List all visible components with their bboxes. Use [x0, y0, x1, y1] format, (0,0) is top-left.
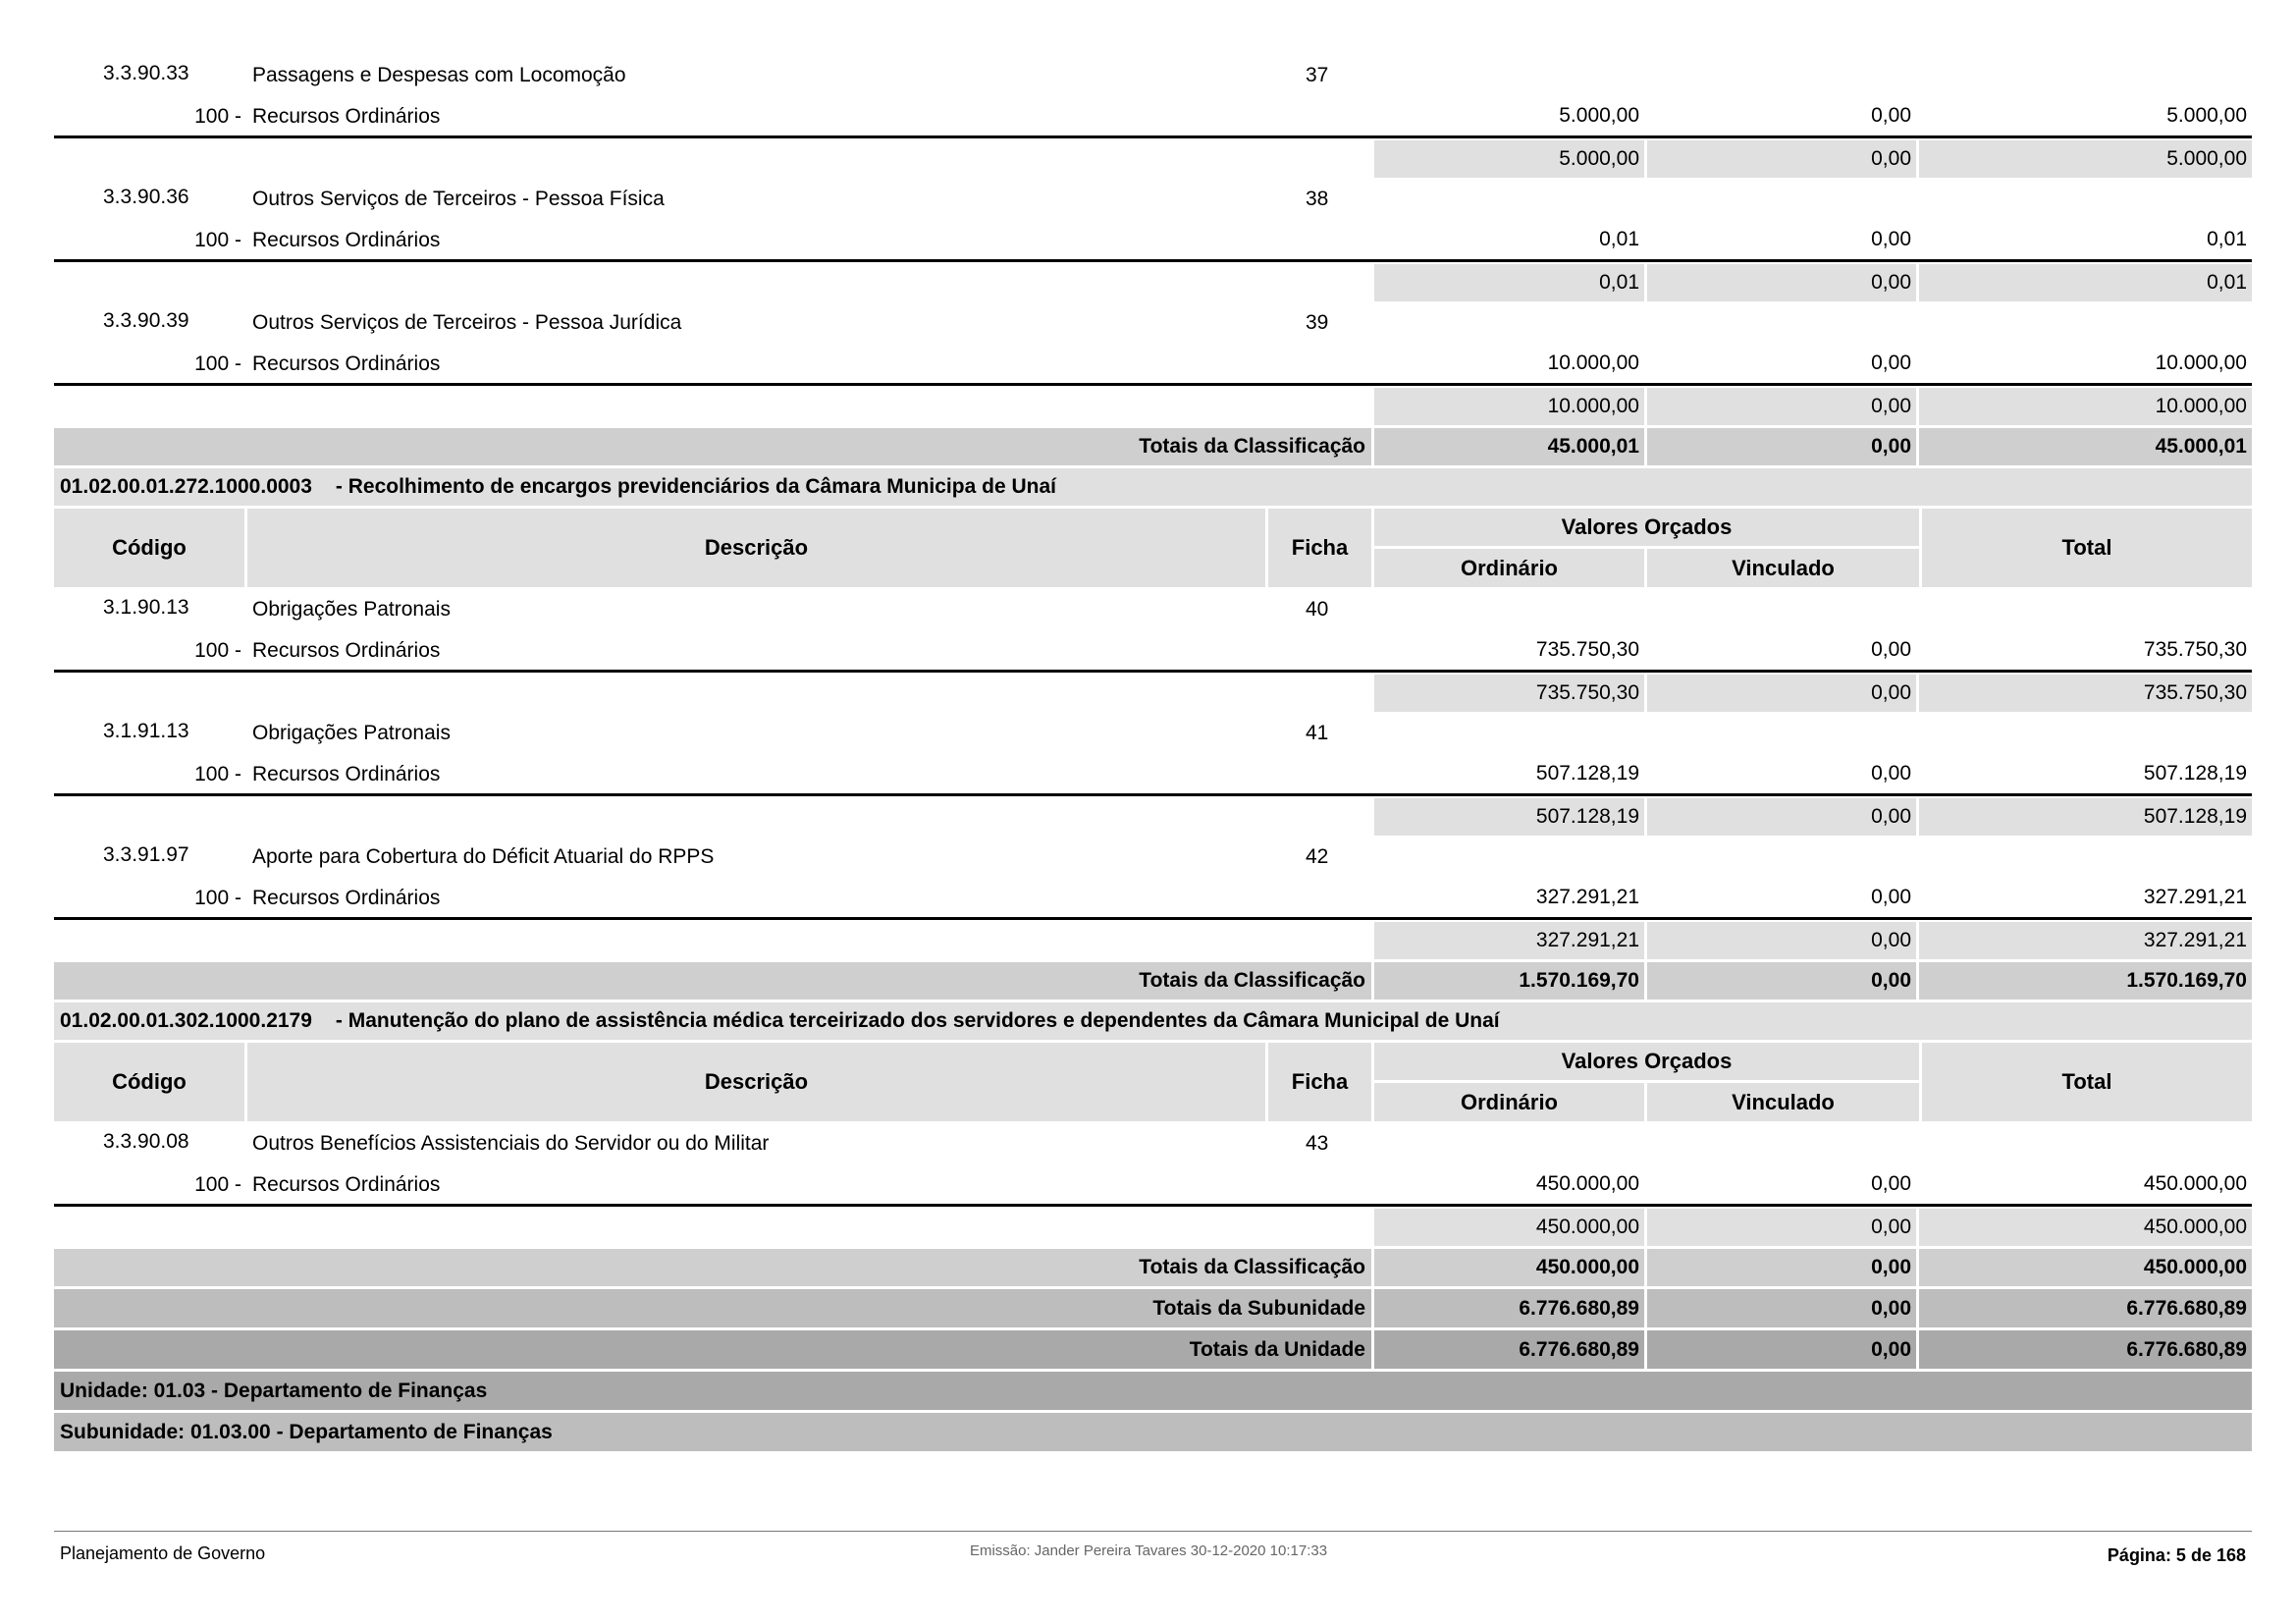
- value-vinculado: 0,00: [1871, 104, 1911, 127]
- totals-ordinario: 1.570.169,70: [1374, 962, 1644, 1000]
- subtotal-total: 450.000,00: [1919, 1209, 2252, 1246]
- item-description: Obrigações Patronais: [252, 598, 451, 621]
- subtotal-total: 735.750,30: [1919, 675, 2252, 712]
- item-code: 3.1.90.13: [103, 596, 189, 619]
- divider: [54, 917, 2252, 920]
- source-description: Recursos Ordinários: [252, 887, 441, 909]
- value-ordinario: 507.128,19: [1535, 762, 1639, 784]
- totals-total: 1.570.169,70: [1919, 962, 2252, 1000]
- subtotal-vinculado: 0,00: [1647, 140, 1916, 178]
- subtotal-vinculado: 0,00: [1647, 675, 1916, 712]
- subtotal-ordinario: 0,01: [1374, 264, 1644, 301]
- divider: [54, 1204, 2252, 1207]
- subtotal-vinculado: 0,00: [1647, 1209, 1916, 1246]
- subtotal-vinculado: 0,00: [1647, 798, 1916, 836]
- header-total: Total: [1922, 509, 2252, 587]
- subtotal-ordinario: 10.000,00: [1374, 388, 1644, 425]
- value-total: 5.000,00: [2166, 104, 2247, 127]
- subtotal-total: 507.128,19: [1919, 798, 2252, 836]
- totals-classificacao-label: Totais da Classificação: [54, 1249, 1371, 1286]
- value-ordinario: 450.000,00: [1535, 1172, 1639, 1195]
- value-vinculado: 0,00: [1871, 352, 1911, 374]
- source-code: 100 -: [194, 763, 241, 785]
- divider: [54, 670, 2252, 673]
- totals-total: 450.000,00: [1919, 1249, 2252, 1286]
- source-description: Recursos Ordinários: [252, 229, 441, 251]
- totals-unidade-ordinario: 6.776.680,89: [1374, 1330, 1644, 1369]
- totals-vinculado: 0,00: [1647, 1249, 1916, 1286]
- footer-divider: [54, 1531, 2252, 1532]
- classification-heading: [54, 468, 2252, 506]
- item-description: Passagens e Despesas com Locomoção: [252, 64, 626, 86]
- totals-classificacao-label: Totais da Classificação: [54, 962, 1371, 1000]
- item-ficha: 39: [1306, 311, 1329, 334]
- value-total: 450.000,00: [2143, 1172, 2247, 1195]
- header-valores-orcados: Valores Orçados: [1374, 509, 1919, 546]
- value-total: 327.291,21: [2143, 886, 2247, 908]
- value-total: 735.750,30: [2143, 638, 2247, 661]
- totals-classificacao-label: Totais da Classificação: [54, 428, 1371, 465]
- value-ordinario: 327.291,21: [1535, 886, 1639, 908]
- header-ficha: Ficha: [1268, 1043, 1371, 1121]
- item-description: Outros Serviços de Terceiros - Pessoa Física: [252, 188, 665, 210]
- value-ordinario: 735.750,30: [1535, 638, 1639, 661]
- source-code: 100 -: [194, 229, 241, 251]
- value-total: 10.000,00: [2155, 352, 2247, 374]
- item-ficha: 41: [1306, 722, 1329, 744]
- header-ordinario: Ordinário: [1374, 549, 1644, 587]
- source-code: 100 -: [194, 639, 241, 662]
- item-description: Obrigações Patronais: [252, 722, 451, 744]
- item-ficha: 38: [1306, 188, 1329, 210]
- item-code: 3.3.90.33: [103, 62, 189, 84]
- header-ordinario: Ordinário: [1374, 1083, 1644, 1121]
- totals-subunidade-ordinario: 6.776.680,89: [1374, 1289, 1644, 1327]
- value-total: 507.128,19: [2143, 762, 2247, 784]
- header-ficha: Ficha: [1268, 509, 1371, 587]
- header-descricao: Descrição: [247, 1043, 1265, 1121]
- value-ordinario: 10.000,00: [1547, 352, 1639, 374]
- item-code: 3.3.90.08: [103, 1130, 189, 1153]
- subtotal-total: 0,01: [1919, 264, 2252, 301]
- header-codigo: Código: [54, 1043, 244, 1121]
- totals-unidade-total: 6.776.680,89: [1919, 1330, 2252, 1369]
- value-total: 0,01: [2207, 228, 2247, 250]
- header-descricao: Descrição: [247, 509, 1265, 587]
- source-description: Recursos Ordinários: [252, 1173, 441, 1196]
- subtotal-vinculado: 0,00: [1647, 388, 1916, 425]
- unidade-line: Unidade: 01.03 - Departamento de Finanças: [54, 1372, 2252, 1410]
- subtotal-ordinario: 450.000,00: [1374, 1209, 1644, 1246]
- totals-subunidade-vinculado: 0,00: [1647, 1289, 1916, 1327]
- subtotal-ordinario: 327.291,21: [1374, 922, 1644, 959]
- value-vinculado: 0,00: [1871, 762, 1911, 784]
- divider: [54, 383, 2252, 386]
- divider: [54, 135, 2252, 138]
- header-codigo: Código: [54, 509, 244, 587]
- subtotal-ordinario: 5.000,00: [1374, 140, 1644, 178]
- footer-page-number: Página: 5 de 168: [2107, 1545, 2246, 1565]
- source-description: Recursos Ordinários: [252, 763, 441, 785]
- item-code: 3.1.91.13: [103, 720, 189, 742]
- subtotal-ordinario: 507.128,19: [1374, 798, 1644, 836]
- classification-code: 01.02.00.01.302.1000.2179: [60, 1009, 312, 1032]
- source-code: 100 -: [194, 1173, 241, 1196]
- item-description: Outros Serviços de Terceiros - Pessoa Jurídica: [252, 311, 682, 334]
- subtotal-total: 10.000,00: [1919, 388, 2252, 425]
- item-description: Outros Benefícios Assistenciais do Servidor ou do Militar: [252, 1132, 770, 1155]
- value-vinculado: 0,00: [1871, 886, 1911, 908]
- source-description: Recursos Ordinários: [252, 352, 441, 375]
- item-ficha: 40: [1306, 598, 1329, 621]
- classification-code: 01.02.00.01.272.1000.0003: [60, 475, 312, 498]
- value-vinculado: 0,00: [1871, 228, 1911, 250]
- source-description: Recursos Ordinários: [252, 105, 441, 128]
- totals-unidade-label: Totais da Unidade: [54, 1330, 1371, 1369]
- totals-total: 45.000,01: [1919, 428, 2252, 465]
- divider: [54, 793, 2252, 796]
- totals-ordinario: 45.000,01: [1374, 428, 1644, 465]
- subtotal-vinculado: 0,00: [1647, 922, 1916, 959]
- classification-description: - Recolhimento de encargos previdenciários da Câmara Municipa de Unaí: [335, 475, 1056, 498]
- value-ordinario: 0,01: [1599, 228, 1639, 250]
- item-code: 3.3.90.36: [103, 186, 189, 208]
- source-description: Recursos Ordinários: [252, 639, 441, 662]
- subtotal-total: 5.000,00: [1919, 140, 2252, 178]
- header-valores-orcados: Valores Orçados: [1374, 1043, 1919, 1080]
- item-code: 3.3.91.97: [103, 843, 189, 866]
- footer-left: Planejamento de Governo: [60, 1543, 266, 1563]
- subtotal-ordinario: 735.750,30: [1374, 675, 1644, 712]
- header-vinculado: Vinculado: [1647, 549, 1919, 587]
- value-vinculado: 0,00: [1871, 638, 1911, 661]
- value-ordinario: 5.000,00: [1559, 104, 1639, 127]
- subtotal-vinculado: 0,00: [1647, 264, 1916, 301]
- totals-unidade-vinculado: 0,00: [1647, 1330, 1916, 1369]
- source-code: 100 -: [194, 352, 241, 375]
- subtotal-total: 327.291,21: [1919, 922, 2252, 959]
- classification-heading: [54, 1002, 2252, 1040]
- divider: [54, 259, 2252, 262]
- item-ficha: 42: [1306, 845, 1329, 868]
- totals-subunidade-total: 6.776.680,89: [1919, 1289, 2252, 1327]
- item-ficha: 43: [1306, 1132, 1329, 1155]
- item-code: 3.3.90.39: [103, 309, 189, 332]
- totals-subunidade-label: Totais da Subunidade: [54, 1289, 1371, 1327]
- header-vinculado: Vinculado: [1647, 1083, 1919, 1121]
- totals-vinculado: 0,00: [1647, 428, 1916, 465]
- classification-description: - Manutenção do plano de assistência médica terceirizado dos servidores e dependentes da Câmara Municipal de Unaí: [335, 1009, 1500, 1032]
- source-code: 100 -: [194, 887, 241, 909]
- item-ficha: 37: [1306, 64, 1329, 86]
- totals-vinculado: 0,00: [1647, 962, 1916, 1000]
- subunidade-line: Subunidade: 01.03.00 - Departamento de Finanças: [54, 1413, 2252, 1451]
- item-description: Aporte para Cobertura do Déficit Atuarial do RPPS: [252, 845, 715, 868]
- totals-ordinario: 450.000,00: [1374, 1249, 1644, 1286]
- source-code: 100 -: [194, 105, 241, 128]
- header-total: Total: [1922, 1043, 2252, 1121]
- value-vinculado: 0,00: [1871, 1172, 1911, 1195]
- footer-emission: Emissão: Jander Pereira Tavares 30-12-2020 10:17:33: [969, 1542, 1328, 1559]
